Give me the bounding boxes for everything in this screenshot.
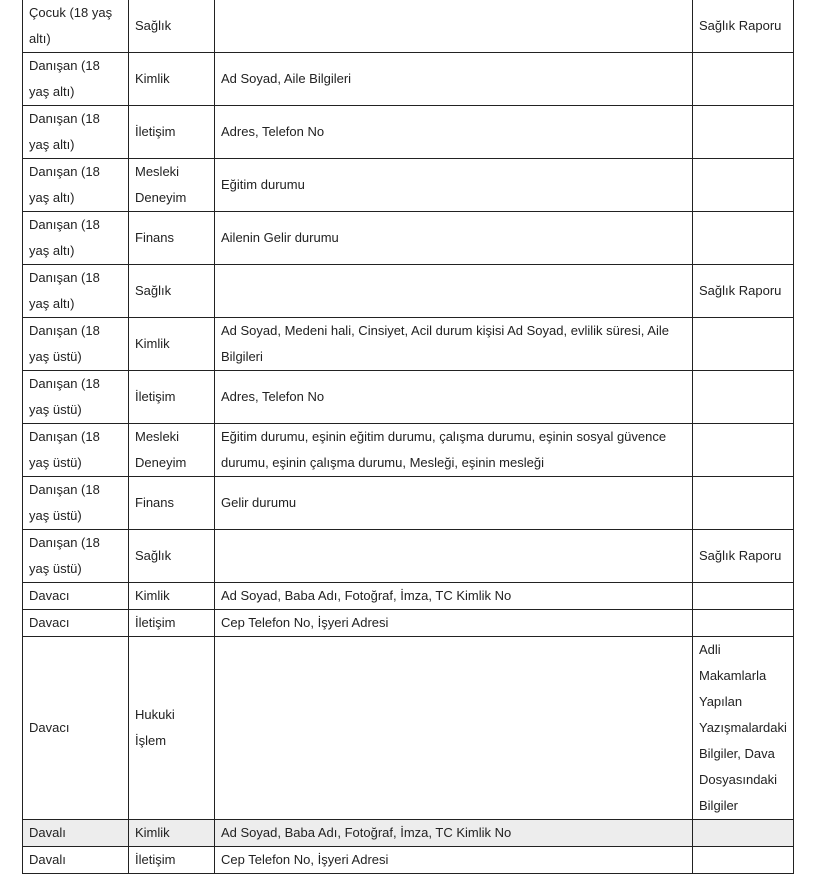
table-cell: Sağlık — [129, 265, 215, 318]
table-cell: Finans — [129, 477, 215, 530]
table-row — [23, 265, 794, 318]
table-row — [23, 371, 794, 424]
table-cell: Mesleki Deneyim — [129, 424, 215, 477]
table-cell: Finans — [129, 212, 215, 265]
table-cell: Sağlık — [129, 530, 215, 583]
table-cell: Mesleki Deneyim — [129, 159, 215, 212]
table-cell: Eğitim durumu — [215, 159, 693, 212]
table-cell: Cep Telefon No, İşyeri Adresi — [215, 610, 693, 637]
table-row — [23, 0, 794, 53]
table-cell: Sağlık Raporu — [693, 530, 794, 583]
table-cell: Kimlik — [129, 318, 215, 371]
table-cell: Danışan (18 yaş altı) — [23, 106, 129, 159]
table-cell — [215, 0, 693, 53]
table-cell — [693, 847, 794, 874]
table-row — [23, 106, 794, 159]
table-cell: Danışan (18 yaş üstü) — [23, 530, 129, 583]
table-cell — [693, 212, 794, 265]
table-cell: Ad Soyad, Aile Bilgileri — [215, 53, 693, 106]
table-cell: Adres, Telefon No — [215, 371, 693, 424]
table-cell: Adres, Telefon No — [215, 106, 693, 159]
table-row-highlighted — [23, 820, 794, 847]
table-row — [23, 212, 794, 265]
table-cell: Sağlık — [129, 0, 215, 53]
table-row — [23, 53, 794, 106]
table-row — [23, 477, 794, 530]
table-cell: Davalı — [23, 847, 129, 874]
table-cell: Danışan (18 yaş altı) — [23, 53, 129, 106]
table-cell: Davacı — [23, 583, 129, 610]
table-row — [23, 847, 794, 874]
table-cell — [693, 106, 794, 159]
table-cell — [693, 477, 794, 530]
table-cell — [693, 820, 794, 847]
table-row — [23, 583, 794, 610]
table-cell: Danışan (18 yaş altı) — [23, 212, 129, 265]
table-cell: Kimlik — [129, 583, 215, 610]
table-cell: İletişim — [129, 106, 215, 159]
table-cell: Davacı — [23, 637, 129, 820]
table-cell — [215, 637, 693, 820]
table-cell: Kimlik — [129, 820, 215, 847]
table-cell: Ad Soyad, Medeni hali, Cinsiyet, Acil durum kişisi Ad Soyad, evlilik süresi, Aile Bilgileri — [215, 318, 693, 371]
table-cell — [693, 53, 794, 106]
table-cell: Davacı — [23, 610, 129, 637]
table-cell — [693, 318, 794, 371]
table-cell: İletişim — [129, 371, 215, 424]
table-cell: Cep Telefon No, İşyeri Adresi — [215, 847, 693, 874]
table-cell: Adli Makamlarla Yapılan Yazışmalardaki Bilgiler, Dava Dosyasındaki Bilgiler — [693, 637, 794, 820]
table-cell: Gelir durumu — [215, 477, 693, 530]
table-row — [23, 159, 794, 212]
table-cell: Davalı — [23, 820, 129, 847]
table-cell: Eğitim durumu, eşinin eğitim durumu, çalışma durumu, eşinin sosyal güvence durumu, eşinin çalışma durumu, Mesleği, eşinin mesleği — [215, 424, 693, 477]
table-cell: Hukuki İşlem — [129, 637, 215, 820]
table-cell: İletişim — [129, 847, 215, 874]
table-cell — [693, 583, 794, 610]
table-cell: Danışan (18 yaş altı) — [23, 159, 129, 212]
table-cell: Danışan (18 yaş üstü) — [23, 477, 129, 530]
table-cell — [693, 424, 794, 477]
table-cell: İletişim — [129, 610, 215, 637]
table-row — [23, 530, 794, 583]
table-cell — [215, 265, 693, 318]
data-inventory-table — [22, 0, 794, 874]
table-cell: Danışan (18 yaş üstü) — [23, 371, 129, 424]
table-cell: Sağlık Raporu — [693, 0, 794, 53]
table-row — [23, 424, 794, 477]
table-cell: Kimlik — [129, 53, 215, 106]
table-cell: Danışan (18 yaş altı) — [23, 265, 129, 318]
table-cell — [215, 530, 693, 583]
table-cell: Ailenin Gelir durumu — [215, 212, 693, 265]
table-cell — [693, 610, 794, 637]
table-cell: Ad Soyad, Baba Adı, Fotoğraf, İmza, TC Kimlik No — [215, 820, 693, 847]
table-cell — [693, 159, 794, 212]
table-cell: Danışan (18 yaş üstü) — [23, 424, 129, 477]
table-cell: Sağlık Raporu — [693, 265, 794, 318]
table-row — [23, 318, 794, 371]
table-cell — [693, 371, 794, 424]
table-cell: Danışan (18 yaş üstü) — [23, 318, 129, 371]
table-cell: Ad Soyad, Baba Adı, Fotoğraf, İmza, TC Kimlik No — [215, 583, 693, 610]
table-row — [23, 637, 794, 820]
table-cell: Çocuk (18 yaş altı) — [23, 0, 129, 53]
table-row — [23, 610, 794, 637]
